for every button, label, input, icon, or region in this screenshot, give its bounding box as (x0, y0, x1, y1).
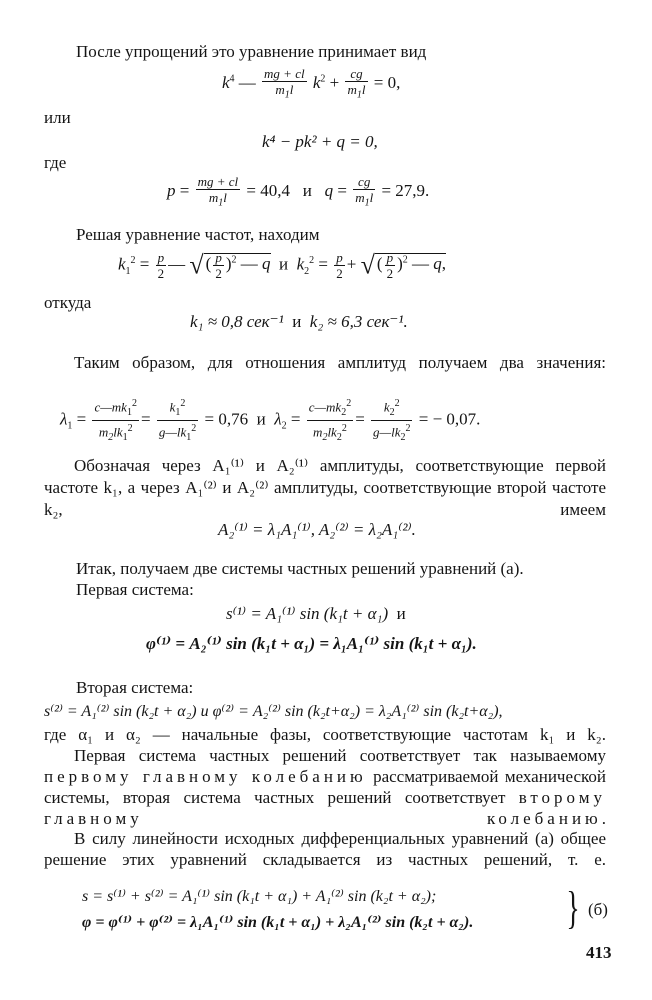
and-word-1: и (302, 181, 312, 201)
k2-approx: k₂ ≈ 6,3 сек⁻¹. (309, 312, 408, 331)
text-where: где (44, 153, 67, 172)
second-principal-mode: второму главному колебанию (44, 788, 606, 828)
and-word-3: и (292, 312, 302, 331)
text-or: или (44, 108, 71, 127)
s1-expression: s⁽¹⁾ = A₁⁽¹⁾ sin (k₁t + α₁) (226, 604, 389, 623)
page-number: 413 (586, 943, 612, 962)
q-value: = 27,9. (381, 181, 430, 201)
text-whence: откуда (44, 293, 92, 312)
equation-label: (б) (588, 900, 608, 919)
text-principal-modes (44, 745, 606, 829)
lambda1-value: = 0,76 (204, 409, 249, 429)
text-first-system: Первая система: (76, 580, 194, 599)
formula-phi1: φ⁽¹⁾ = A₂⁽¹⁾ sin (k₁t + α₁) = λ₁A₁⁽¹⁾ sin (k₁t + α₁). (146, 634, 477, 653)
curly-brace: } (566, 882, 580, 933)
formula-phi-total: φ = φ⁽¹⁾ + φ⁽²⁾ = λ₁A₁⁽¹⁾ sin (k₁t + α₁) + λ₂A₁⁽²⁾ sin (k₂t + α₂). (82, 914, 474, 931)
text-initial-phases: где α₁ и α₂ — начальные фазы, соответствующие частотам k₁ и k₂. (44, 725, 606, 744)
text-notation: Обозначая через A₁⁽¹⁾ и A₂⁽¹⁾ амплитуды, соответствующие первой частоте k₁, а через A₁⁽²⁾ и A₂⁽²⁾ амплитуды, соответствующие второй частоте k₂, имеем (44, 456, 606, 519)
formula-1-rhs: = 0, (373, 73, 401, 93)
text-general-solution: В силу линейности исходных дифференциальных уравнений (а) общее решение этих уравнений складывается из частных решений, т. е. (44, 829, 606, 869)
text-intro: После упрощений это уравнение принимает вид (76, 42, 427, 61)
and-word-4: и (256, 409, 266, 429)
formula-system-2: s⁽²⁾ = A₁⁽²⁾ sin (k₂t + α₂) и φ⁽²⁾ = A₂⁽²⁾ sin (k₂t+α₂) = λ₂A₁⁽²⁾ sin (k₂t+α₂), (44, 703, 503, 720)
and-word-5: и (396, 604, 406, 623)
lambda2-value: = − 0,07. (418, 409, 481, 429)
and-word-2: и (279, 254, 289, 274)
text-two-systems: Итак, получаем две системы частных решений уравнений (а). (76, 559, 524, 578)
formula-frequencies (190, 312, 408, 332)
first-principal-mode: первому главному колебанию (44, 767, 367, 786)
formula-roots: $k_1^2$ = $\frac{p}{2}$ — √ ( $\frac{p}{2}$ )$^2$ — q и $k_2^2$ = $\frac{p}{2}$ + √ ( $\frac{p}{2}$ )$^2$ — q, (118, 250, 446, 281)
principal-modes-part-2: рассматриваемой механической системы, вторая система частных решений соответствует (44, 767, 606, 807)
p-value: = 40,4 (246, 181, 290, 201)
principal-modes-part-1: Первая система частных решений соответствует так называемому (74, 746, 606, 765)
formula-s1 (226, 604, 406, 624)
formula-characteristic-2: k⁴ − pk² + q = 0, (262, 132, 378, 151)
principal-modes-part-3: . (601, 809, 606, 828)
text-solving: Решая уравнение частот, находим (76, 225, 320, 244)
formula-amplitude-relations: A₂⁽¹⁾ = λ₁A₁⁽¹⁾, A₂⁽²⁾ = λ₂A₁⁽²⁾. (218, 520, 416, 539)
formula-s-total: s = s⁽¹⁾ + s⁽²⁾ = A₁⁽¹⁾ sin (k₁t + α₁) + A₁⁽²⁾ sin (k₂t + α₂); (82, 888, 437, 905)
k1-approx: k₁ ≈ 0,8 сек⁻¹ (190, 312, 284, 331)
formula-characteristic-1: $k^4$ — $\frac{mg + cl}{m_1l}$ $k^2$ + $\frac{cg}{m_1l}$ = 0, (222, 66, 401, 101)
text-second-system: Вторая система: (76, 678, 194, 697)
text-amplitude-ratios: Таким образом, для отношения амплитуд получаем два значения: (74, 353, 606, 372)
formula-lambdas: $\lambda_1$ = $\frac{c—mk_1^2}{m_2lk_1^2}$ = $\frac{k_1^2}{g—lk_1^2}$ = 0,76 и $\lambda_2$ = $\frac{c—mk_2^2}{m_2lk_2^2}$ = $\frac{k_2^2}{g—lk_2^2}$ = − 0,07. (60, 398, 481, 443)
formula-p-q: p = $\frac{mg + cl}{m_1l}$ = 40,4 и q = $\frac{cg}{m_1l}$ = 27,9. (167, 174, 430, 209)
